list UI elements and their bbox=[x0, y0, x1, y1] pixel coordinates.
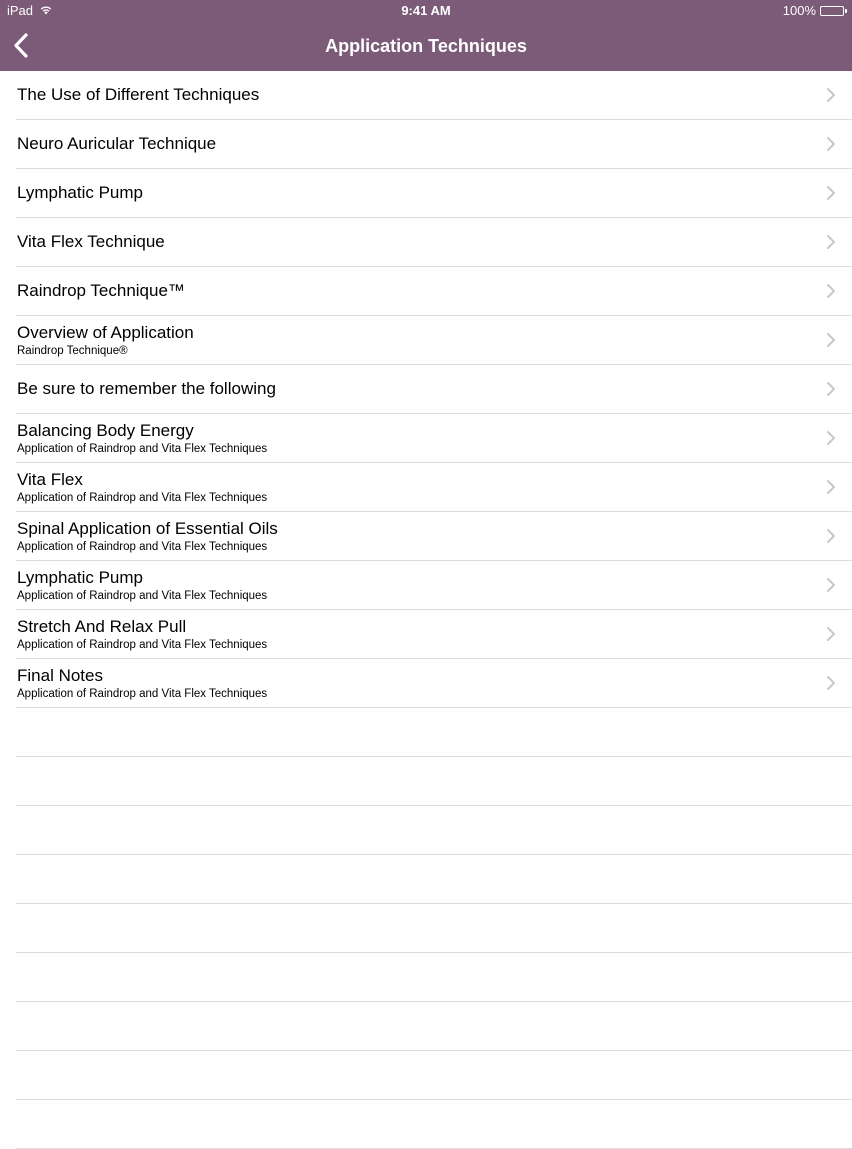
list-item-title: Stretch And Relax Pull bbox=[17, 616, 187, 636]
empty-row bbox=[16, 855, 852, 904]
status-time: 9:41 AM bbox=[401, 3, 451, 18]
list-item[interactable] bbox=[16, 365, 852, 414]
list-item-subtitle: Application of Raindrop and Vita Flex Techniques bbox=[17, 687, 268, 700]
empty-row bbox=[16, 708, 852, 757]
list-item-subtitle: Application of Raindrop and Vita Flex Techniques bbox=[17, 638, 268, 651]
empty-row bbox=[16, 1100, 852, 1149]
chevron-right-icon bbox=[826, 626, 836, 642]
chevron-right-icon bbox=[826, 430, 836, 446]
empty-row bbox=[16, 1051, 852, 1100]
list-item[interactable] bbox=[16, 463, 852, 512]
status-bar bbox=[0, 0, 852, 22]
empty-row bbox=[16, 1002, 852, 1051]
list-item[interactable] bbox=[16, 267, 852, 316]
chevron-right-icon bbox=[826, 283, 836, 299]
list-item-title: Lymphatic Pump bbox=[17, 567, 143, 587]
list-item-title: Lymphatic Pump bbox=[17, 183, 143, 202]
empty-row bbox=[16, 904, 852, 953]
list-item-title: Balancing Body Energy bbox=[17, 420, 194, 440]
list-item-text bbox=[17, 169, 812, 217]
list-item-text bbox=[17, 414, 812, 462]
list-item[interactable] bbox=[16, 120, 852, 169]
empty-row bbox=[16, 757, 852, 806]
list-item[interactable] bbox=[16, 316, 852, 365]
list-item[interactable] bbox=[16, 561, 852, 610]
list-item-text bbox=[17, 659, 812, 707]
list-item-subtitle: Application of Raindrop and Vita Flex Techniques bbox=[17, 540, 268, 553]
list-item-title: Raindrop Technique™ bbox=[17, 281, 185, 300]
list-item[interactable] bbox=[16, 512, 852, 561]
list-item[interactable] bbox=[16, 659, 852, 708]
list-item[interactable] bbox=[16, 169, 852, 218]
chevron-right-icon bbox=[826, 136, 836, 152]
empty-row bbox=[16, 953, 852, 1002]
list-item-subtitle: Application of Raindrop and Vita Flex Techniques bbox=[17, 442, 268, 455]
list-item-text bbox=[17, 71, 812, 119]
list-item[interactable] bbox=[16, 610, 852, 659]
list-item-text bbox=[17, 561, 812, 609]
list-item-text bbox=[17, 218, 812, 266]
top-bar bbox=[0, 0, 852, 71]
list-item-text bbox=[17, 463, 812, 511]
chevron-right-icon bbox=[826, 577, 836, 593]
chevron-right-icon bbox=[826, 234, 836, 250]
list-item-text bbox=[17, 120, 812, 168]
status-right bbox=[783, 3, 844, 18]
chevron-right-icon bbox=[826, 185, 836, 201]
list-item[interactable] bbox=[16, 218, 852, 267]
chevron-right-icon bbox=[826, 381, 836, 397]
list-item-title: Overview of Application bbox=[17, 322, 194, 342]
list-item-title: Vita Flex Technique bbox=[17, 232, 165, 251]
list-item-text bbox=[17, 512, 812, 560]
list-item-subtitle: Application of Raindrop and Vita Flex Techniques bbox=[17, 491, 268, 504]
list-item-text bbox=[17, 267, 812, 315]
techniques-list bbox=[0, 71, 852, 1149]
device-label: iPad bbox=[7, 3, 34, 18]
list-item-title: Neuro Auricular Technique bbox=[17, 134, 217, 153]
list-item-title: Be sure to remember the following bbox=[17, 379, 276, 398]
chevron-right-icon bbox=[826, 528, 836, 544]
list-item-title: Vita Flex bbox=[17, 469, 83, 489]
list-item-text bbox=[17, 610, 812, 658]
list-item-text bbox=[17, 316, 812, 364]
list-item-subtitle: Application of Raindrop and Vita Flex Techniques bbox=[17, 589, 268, 602]
chevron-right-icon bbox=[826, 479, 836, 495]
empty-row bbox=[16, 806, 852, 855]
list-item[interactable] bbox=[16, 414, 852, 463]
chevron-right-icon bbox=[826, 87, 836, 103]
list-item-subtitle: Raindrop Technique® bbox=[17, 344, 128, 357]
list-item-text bbox=[17, 365, 812, 413]
list-item-title: Spinal Application of Essential Oils bbox=[17, 518, 278, 538]
battery-icon bbox=[820, 6, 844, 16]
navigation-bar bbox=[0, 22, 852, 71]
battery-percent: 100% bbox=[782, 3, 816, 18]
list-item[interactable] bbox=[16, 71, 852, 120]
chevron-right-icon bbox=[826, 675, 836, 691]
list-item-title: Final Notes bbox=[17, 665, 103, 685]
chevron-right-icon bbox=[826, 332, 836, 348]
list-item-title: The Use of Different Techniques bbox=[17, 85, 260, 104]
page-title: Application Techniques bbox=[325, 36, 527, 56]
